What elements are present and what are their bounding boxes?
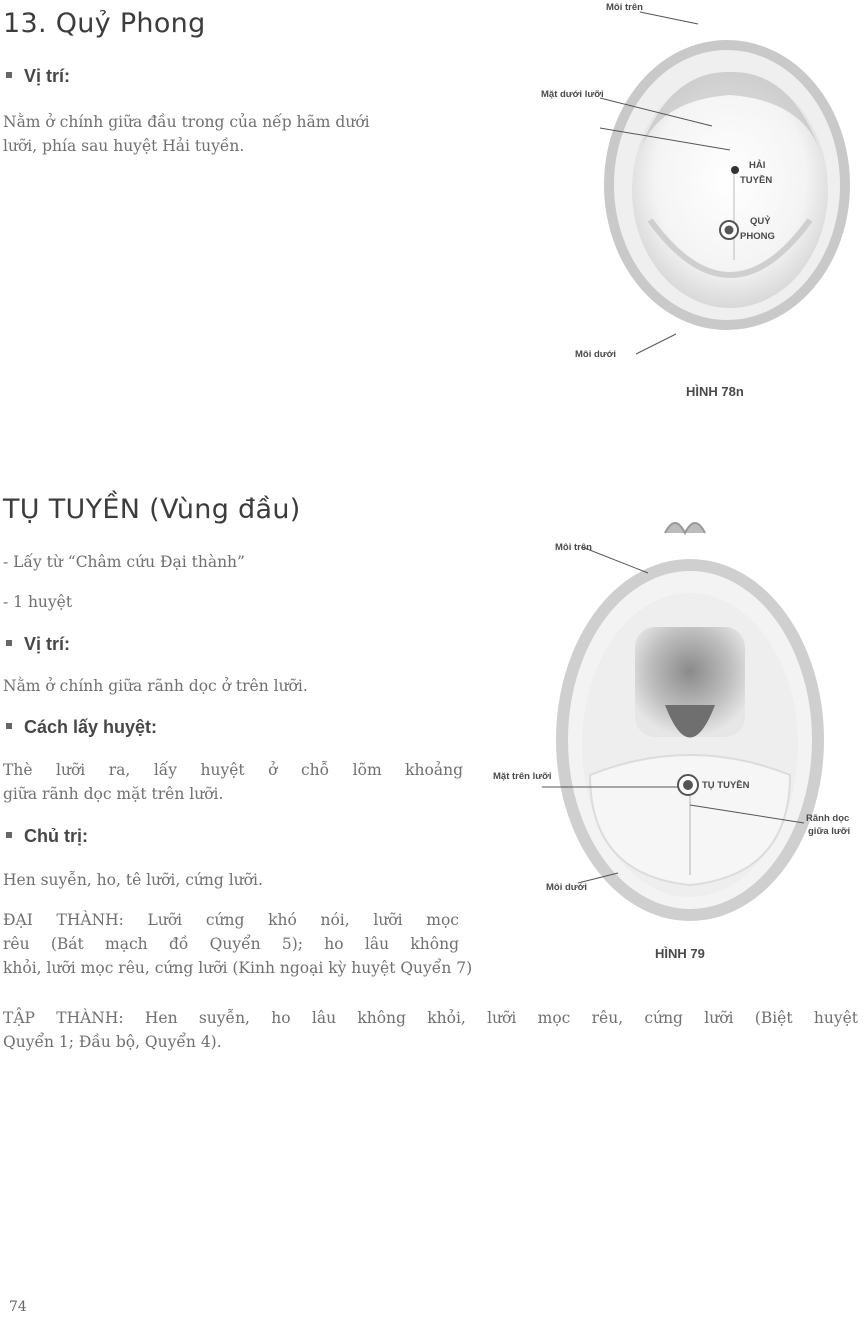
section2-tapthanh-line1: TẬP THÀNH: Hen suyễn, ho lâu không khỏi, lưỡi mọc rêu, cứng lưỡi (Biệt huyệt bbox=[3, 1009, 858, 1027]
section2-cachlay-line1: Thè lưỡi ra, lấy huyệt ở chỗ lõm khoảng bbox=[3, 761, 463, 779]
label-mat-duoi-luoi: Mặt dưới lưỡi bbox=[541, 89, 604, 100]
section2-title: TỤ TUYỀN (Vùng đầu) bbox=[3, 494, 301, 525]
section2-count: - 1 huyệt bbox=[3, 593, 73, 611]
hai-tuyen-point bbox=[731, 166, 739, 174]
section1-vitri-heading bbox=[6, 66, 70, 87]
section2-source: - Lấy từ “Châm cứu Đại thành” bbox=[3, 553, 245, 571]
figure-78n-caption: HÌNH 78n bbox=[686, 384, 744, 399]
bullet-icon bbox=[6, 832, 12, 838]
label-moi-tren-2: Môi trên bbox=[555, 542, 592, 553]
section2-chutri-heading-text: Chủ trị: bbox=[24, 826, 88, 846]
bullet-icon bbox=[6, 72, 12, 78]
section1-vitri-line2: lưỡi, phía sau huyệt Hải tuyền. bbox=[3, 137, 245, 155]
section2-cachlay-line2: giữa rãnh dọc mặt trên lưỡi. bbox=[3, 785, 224, 803]
label-moi-duoi-2: Môi dưới bbox=[546, 882, 588, 893]
section2-cachlay-text bbox=[3, 758, 463, 806]
section1-vitri-heading-text: Vị trí: bbox=[24, 66, 71, 86]
section2-cachlay-heading bbox=[6, 717, 157, 738]
section1-vitri-text bbox=[3, 110, 493, 158]
label-quy-phong-2: PHONG bbox=[740, 231, 775, 242]
page-number: 74 bbox=[9, 1299, 27, 1315]
label-quy-phong-1: QUỶ bbox=[750, 216, 771, 227]
figure-79-mouth-illustration bbox=[490, 505, 864, 935]
label-ranh-doc-2: giữa lưỡi bbox=[808, 826, 851, 837]
section1-title: 13. Quỷ Phong bbox=[3, 8, 206, 39]
section1-vitri-line1: Nằm ở chính giữa đầu trong của nếp hãm dưới bbox=[3, 113, 370, 131]
leader-line-moi-duoi bbox=[636, 334, 676, 354]
label-mat-tren-luoi: Mặt trên lưỡi bbox=[493, 771, 552, 782]
section2-daithanh-line2: rêu (Bát mạch đồ Quyển 5); ho lâu không bbox=[3, 935, 459, 953]
section2-daithanh-line3: khỏi, lưỡi mọc rêu, cứng lưỡi (Kinh ngoại kỳ huyệt Quyển 7) bbox=[3, 959, 473, 977]
section2-cachlay-heading-text: Cách lấy huyệt: bbox=[24, 717, 158, 737]
bullet-icon bbox=[6, 640, 12, 646]
section2-vitri-heading-text: Vị trí: bbox=[24, 634, 71, 654]
figure-79-caption: HÌNH 79 bbox=[655, 946, 705, 961]
section2-daithanh-line1: ĐẠI THÀNH: Lưỡi cứng khó nói, lưỡi mọc bbox=[3, 911, 459, 929]
section2-tapthanh-line2: Quyển 1; Đầu bộ, Quyển 4). bbox=[3, 1033, 222, 1051]
label-hai-tuyen-2: TUYỀN bbox=[740, 175, 773, 186]
bullet-icon bbox=[6, 723, 12, 729]
tu-tuyen-point bbox=[683, 780, 693, 790]
label-moi-duoi-1: Môi dưới bbox=[575, 349, 617, 360]
section2-chutri-text: Hen suyễn, ho, tê lưỡi, cứng lưỡi. bbox=[3, 871, 263, 889]
label-moi-tren-1: Môi trên bbox=[606, 2, 643, 13]
section2-tapthanh bbox=[3, 1006, 858, 1054]
section2-chutri-heading bbox=[6, 826, 88, 847]
label-tu-tuyen: TỤ TUYỀN bbox=[702, 780, 750, 791]
nose-tip bbox=[665, 523, 705, 533]
leader-line-moi-tren bbox=[640, 12, 698, 24]
label-hai-tuyen-1: HẢI bbox=[749, 160, 766, 171]
figure-78n-mouth-illustration bbox=[520, 0, 864, 410]
label-ranh-doc-1: Rãnh dọc bbox=[806, 813, 850, 824]
section2-vitri-text: Nằm ở chính giữa rãnh dọc ở trên lưỡi. bbox=[3, 677, 308, 695]
section2-vitri-heading bbox=[6, 634, 70, 655]
quy-phong-point bbox=[725, 226, 734, 235]
